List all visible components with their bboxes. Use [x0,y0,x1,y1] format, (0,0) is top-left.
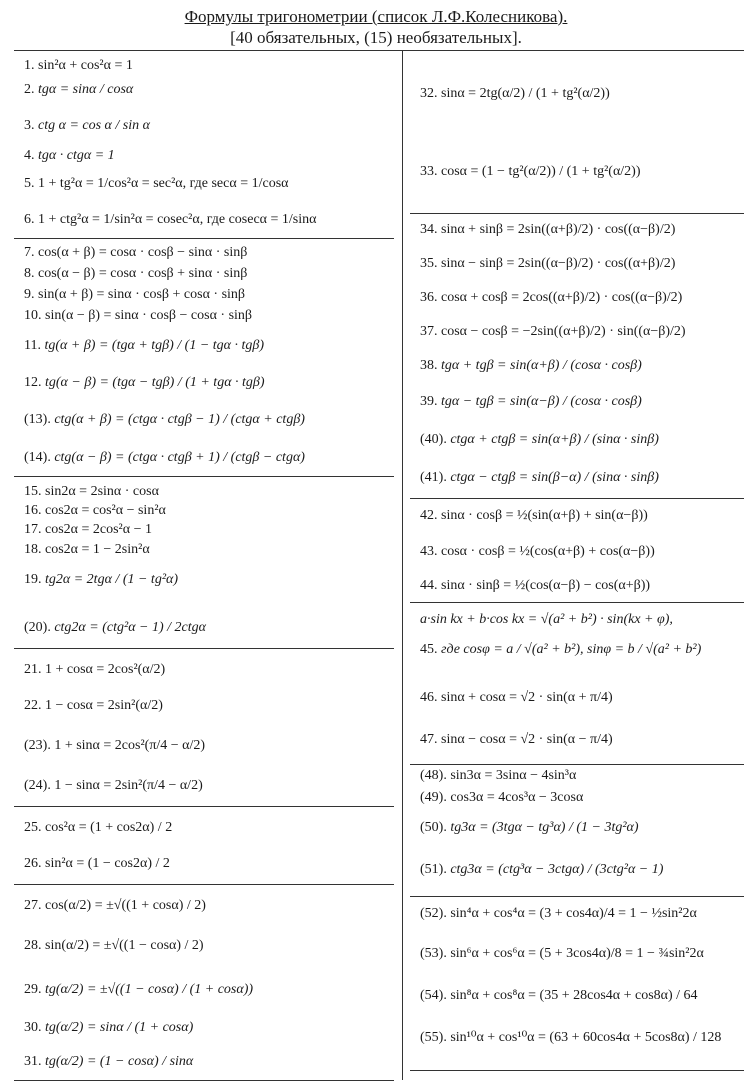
formula-34: 34. sinα + sinβ = 2sin((α+β)/2) · cos((α−β)/2) [420,222,676,237]
formula-17: 17. cos2α = 2cos²α − 1 [24,522,152,537]
formula-13: (13). ctg(α + β) = (ctgα · ctgβ − 1) / (ctgα + ctgβ) [24,412,305,427]
formula-11: 11. tg(α + β) = (tgα + tgβ) / (1 − tgα · tgβ) [24,338,265,353]
right-group-rule-1 [410,213,744,214]
formula-7: 7. cos(α + β) = cosα · cosβ − sinα · sinβ [24,245,248,260]
formula-3: 3. ctg α = cos α / sin α [24,118,150,133]
formula-27: 27. cos(α/2) = ±√((1 + cosα) / 2) [24,898,206,913]
left-group-rule-4 [14,806,394,807]
formula-55: (55). sin¹⁰α + cos¹⁰α = (63 + 60cos4α + 5cos8α) / 128 [420,1030,722,1045]
formula-51: (51). ctg3α = (ctg³α − 3ctgα) / (3ctg²α − 1) [420,862,664,877]
right-group-rule-2 [410,498,744,499]
formula-5: 5. 1 + tg²α = 1/cos²α = sec²α, где secα = 1/cosα [24,176,289,191]
formula-49: (49). cos3α = 4cos³α − 3cosα [420,790,584,805]
left-group-rule-2 [14,476,394,477]
formula-32: 32. sinα = 2tg(α/2) / (1 + tg²(α/2)) [420,86,610,101]
formula-10: 10. sin(α − β) = sinα · cosβ − cosα · sinβ [24,308,253,323]
formula-41: (41). ctgα − ctgβ = sin(β−α) / (sinα · sinβ) [420,470,659,485]
formula-37: 37. cosα − cosβ = −2sin((α+β)/2) · sin((α−β)/2) [420,324,686,339]
formula-1: 1. sin²α + cos²α = 1 [24,58,133,73]
formula-29: 29. tg(α/2) = ±√((1 − cosα) / (1 + cosα)) [24,982,254,997]
right-group-rule-3 [410,602,744,603]
formula-25: 25. cos²α = (1 + cos2α) / 2 [24,820,173,835]
formula-26: 26. sin²α = (1 − cos2α) / 2 [24,856,170,871]
formula-22: 22. 1 − cosα = 2sin²(α/2) [24,698,163,713]
formula-18: 18. cos2α = 1 − 2sin²α [24,542,150,557]
formula-8: 8. cos(α − β) = cosα · cosβ + sinα · sinβ [24,266,248,281]
right-group-rule-6 [410,1070,744,1071]
formula-16: 16. cos2α = cos²α − sin²α [24,503,166,518]
formula-44: 44. sinα · sinβ = ½(cos(α−β) − cos(α+β)) [420,578,651,593]
left-group-rule-3 [14,648,394,649]
formula-38: 38. tgα + tgβ = sin(α+β) / (cosα · cosβ) [420,358,642,373]
formula-14: (14). ctg(α − β) = (ctgα · ctgβ + 1) / (ctgβ − ctgα) [24,450,305,465]
formula-52: (52). sin⁴α + cos⁴α = (3 + cos4α)/4 = 1 − ½sin²2α [420,906,697,921]
formula-39: 39. tgα − tgβ = sin(α−β) / (cosα · cosβ) [420,394,642,409]
formula-46: 46. sinα + cosα = √2 · sin(α + π/4) [420,690,613,705]
formula-4: 4. tgα · ctgα = 1 [24,148,115,163]
formula-53: (53). sin⁶α + cos⁶α = (5 + 3cos4α)/8 = 1 − ¾sin²2α [420,946,704,961]
formula-40: (40). ctgα + ctgβ = sin(α+β) / (sinα · sinβ) [420,432,659,447]
top-rule [14,50,744,51]
formula-31: 31. tg(α/2) = (1 − cosα) / sinα [24,1054,194,1069]
formula-42: 42. sinα · cosβ = ½(sin(α+β) + sin(α−β)) [420,508,648,523]
formula-2: 2. tgα = sinα / cosα [24,82,134,97]
formula-28: 28. sin(α/2) = ±√((1 − cosα) / 2) [24,938,204,953]
formula-45: 45. где cosφ = a / √(a² + b²), sinφ = b / √(a² + b²) [420,642,702,657]
formula-35: 35. sinα − sinβ = 2sin((α−β)/2) · cos((α+β)/2) [420,256,676,271]
left-group-rule-1 [14,238,394,239]
formula-54: (54). sin⁸α + cos⁸α = (35 + 28cos4α + cos8α) / 64 [420,988,698,1003]
left-group-rule-6 [14,1080,394,1081]
formula-50: (50). tg3α = (3tgα − tg³α) / (1 − 3tg²α) [420,820,639,835]
formula-20: (20). ctg2α = (ctg²α − 1) / 2ctgα [24,620,206,635]
formula-6: 6. 1 + ctg²α = 1/sin²α = cosec²α, где cosecα = 1/sinα [24,212,317,227]
formula-48: (48). sin3α = 3sinα − 4sin³α [420,768,577,783]
formula-19: 19. tg2α = 2tgα / (1 − tg²α) [24,572,179,587]
right-group-rule-4 [410,764,744,765]
formula-23: (23). 1 + sinα = 2cos²(π/4 − α/2) [24,738,206,753]
formula-21: 21. 1 + cosα = 2cos²(α/2) [24,662,166,677]
formula-45-line-1: a·sin kx + b·cos kx = √(a² + b²) · sin(kx + φ), [420,612,673,627]
left-group-rule-5 [14,884,394,885]
right-group-rule-5 [410,896,744,897]
formula-9: 9. sin(α + β) = sinα · cosβ + cosα · sinβ [24,287,246,302]
formula-15: 15. sin2α = 2sinα · cosα [24,484,159,499]
title-line-1: Формулы тригонометрии (список Л.Ф.Колесникова). [184,7,568,26]
formula-12: 12. tg(α − β) = (tgα − tgβ) / (1 + tgα · tgβ) [24,375,265,390]
formula-24: (24). 1 − sinα = 2sin²(π/4 − α/2) [24,778,203,793]
formula-36: 36. cosα + cosβ = 2cos((α+β)/2) · cos((α−β)/2) [420,290,683,305]
formula-33: 33. cosα = (1 − tg²(α/2)) / (1 + tg²(α/2)) [420,164,641,179]
page-title [0,6,752,48]
formula-30: 30. tg(α/2) = sinα / (1 + cosα) [24,1020,194,1035]
formula-47: 47. sinα − cosα = √2 · sin(α − π/4) [420,732,613,747]
column-divider [402,50,403,1080]
formula-43: 43. cosα · cosβ = ½(cos(α+β) + cos(α−β)) [420,544,655,559]
title-line-2: [40 обязательных, (15) необязательных]. [230,28,522,47]
